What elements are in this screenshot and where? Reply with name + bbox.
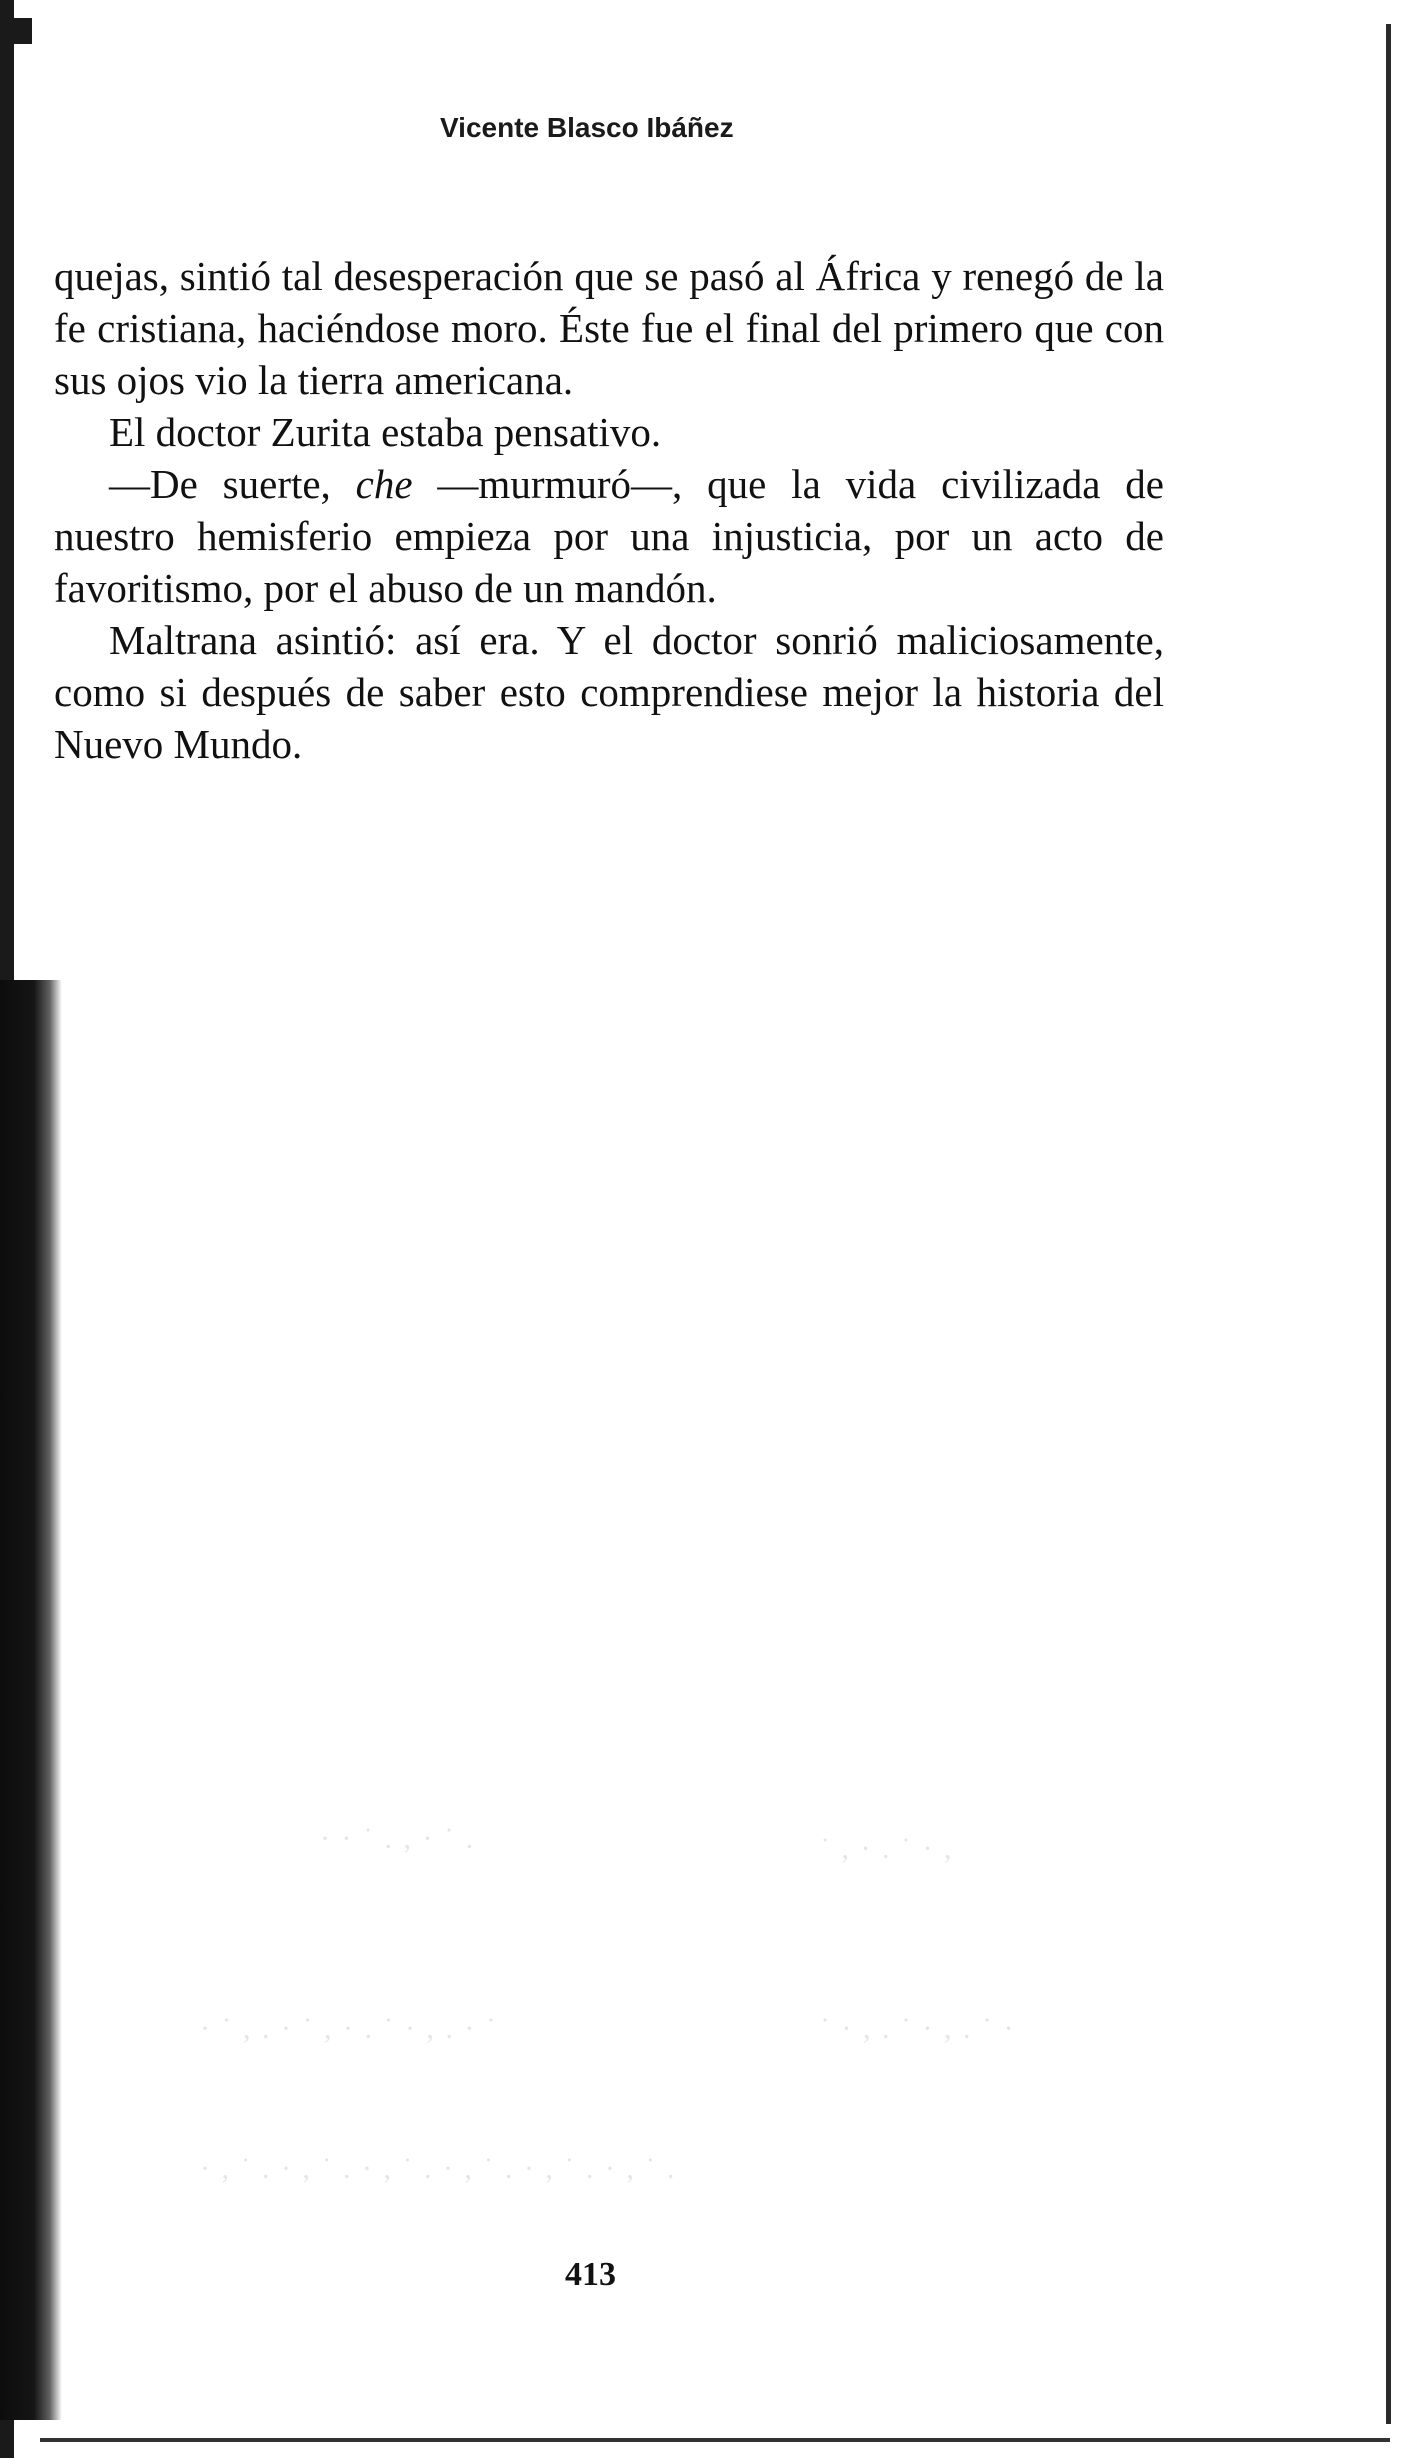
paragraph [54,614,1164,770]
show-through-noise: · , ˙ . · , ˙ . · , ˙ . · , ˙ . · , ˙ . · , ˙ . [200,2152,677,2185]
show-through-noise: · ˙ , . · ˙ , · . ˙ · , . · ˙ [200,2012,498,2045]
running-head-text: Vicente Blasco Ibáñez [440,112,734,143]
body-text [54,250,1164,770]
show-through-noise: · · ˙ . , · ˙ . [320,1822,475,1855]
paragraph [54,250,1164,406]
scan-shadow [0,980,62,2420]
show-through-noise: ˙ , · . ˙ · , [820,1832,954,1865]
show-through-noise: ˙ · , . ˙ · , . ˙ · [820,2012,1016,2045]
paragraph [54,406,1164,458]
paragraph-text: quejas, sintió tal desesperación que se pasó al África y renegó de la fe cristiana, haciéndose moro. Éste fue el final del primero que con sus ojos vio la tierra americana. [54,253,1164,403]
paragraph [54,458,1164,614]
italic-word: che [355,461,413,507]
paragraph-text: Maltrana asintió: así era. Y el doctor sonrió maliciosamente, como si después de saber esto comprendiese mejor la historia del Nuevo Mundo. [54,617,1164,767]
binding-edge-corner [0,18,32,44]
page-edge-right [1386,24,1391,2424]
page-number [565,2256,616,2294]
paragraph-text-after: —murmuró—, que la vida civilizada de nuestro hemisferio empieza por una injusticia, por un acto de favoritismo, por el abuso de un mandón. [54,461,1164,611]
page-number-text: 413 [565,2256,616,2293]
running-head [0,112,1413,144]
paragraph-text-before: —De suerte, [109,461,356,507]
page-edge-bottom [40,2438,1390,2442]
paragraph-text: El doctor Zurita estaba pensativo. [109,409,662,455]
